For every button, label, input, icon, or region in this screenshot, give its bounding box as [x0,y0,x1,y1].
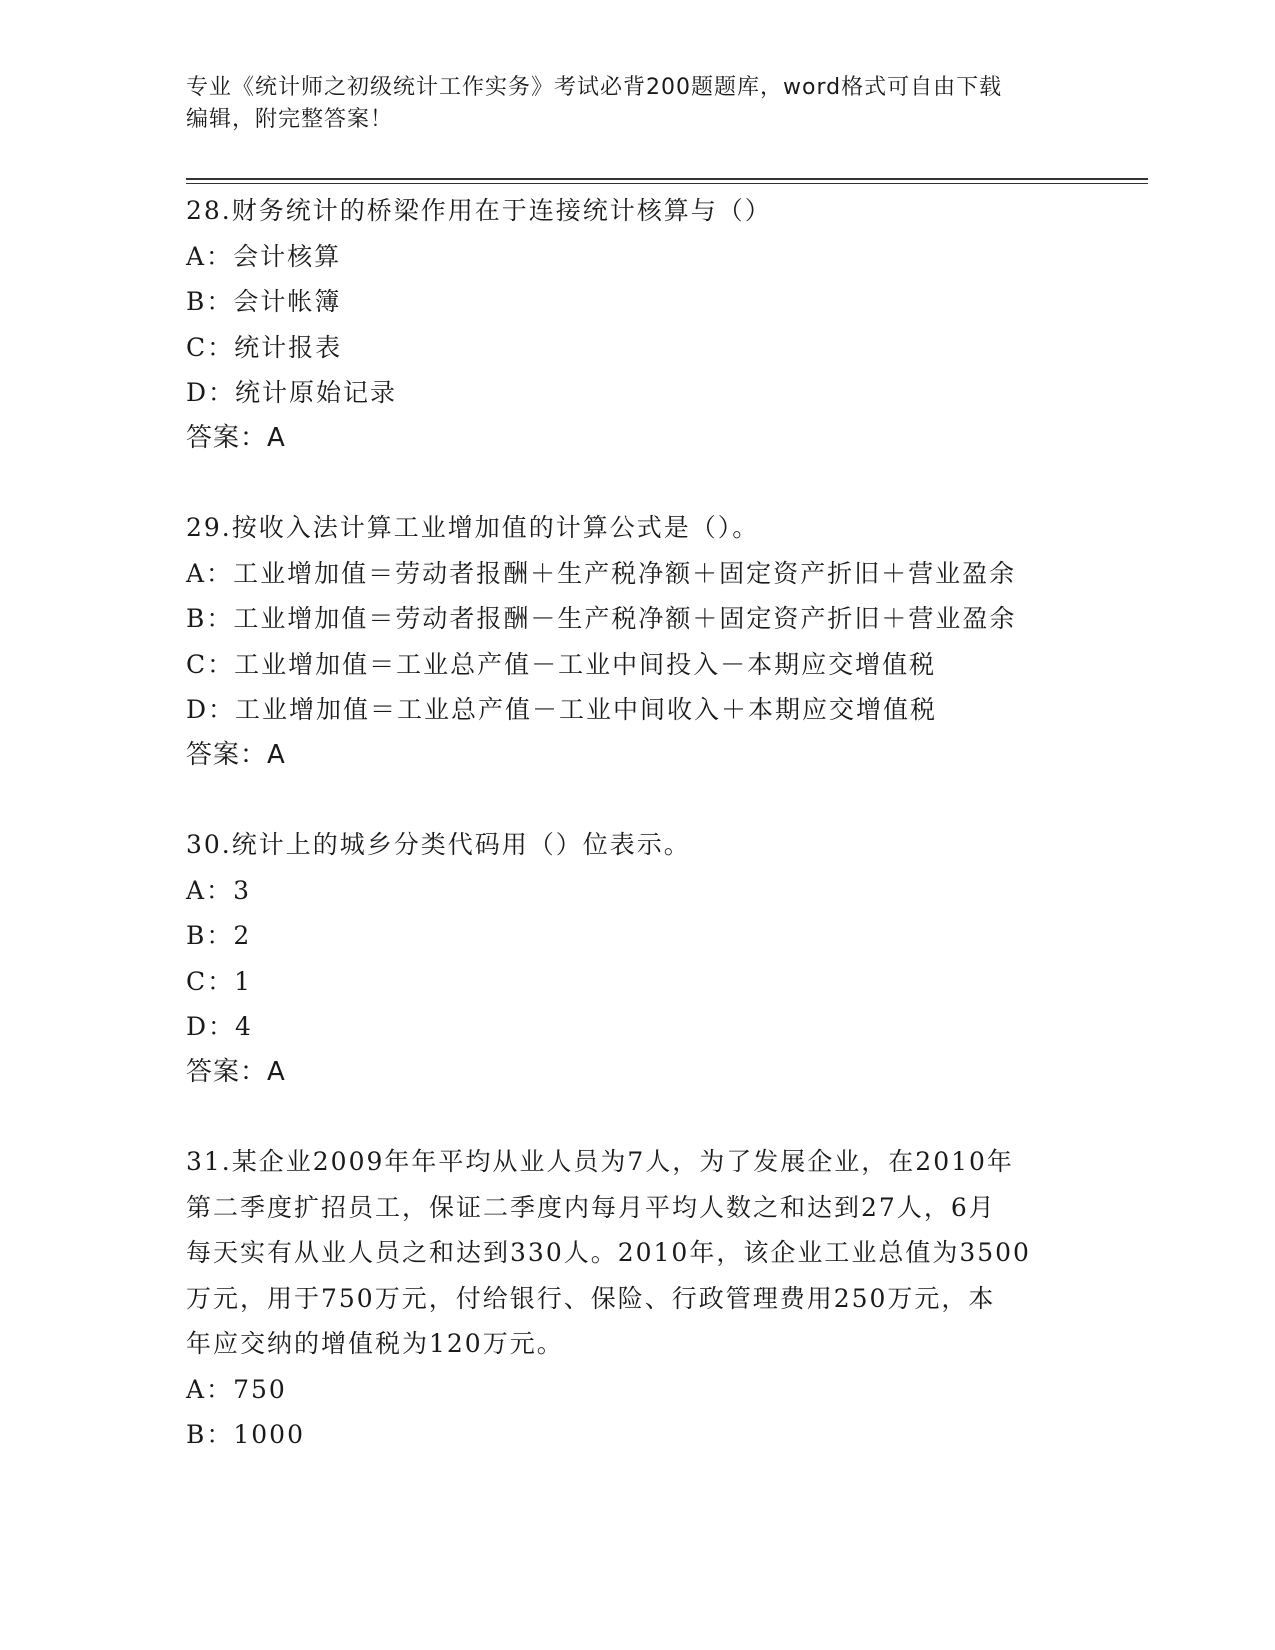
option-key: B： [186,921,234,950]
option-text: 750 [233,1374,287,1404]
option-d [186,1004,1086,1050]
option-text: 1000 [233,1420,305,1449]
option-a [186,234,1086,280]
option-text: 工业增加值＝劳动者报酬＋生产税净额＋固定资产折旧＋营业盈余 [233,558,1017,588]
option-text: 会计帐簿 [233,287,342,316]
option-text: 统计原始记录 [235,378,398,407]
option-a [186,868,1086,914]
question-stem: 30.统计上的城乡分类代码用（）位表示。 [186,830,691,859]
option-a [186,1367,1086,1413]
option-b [186,596,1086,642]
header-line-2: 编辑，附完整答案！ [186,107,394,132]
question-stem-line: 31.某企业2009年年平均从业人员为7人，为了发展企业，在2010年 [186,1147,1014,1176]
option-key: A： [186,241,234,271]
question-31 [186,1139,1086,1458]
option-text: 工业增加值＝工业总产值－工业中间收入＋本期应交增值税 [235,695,938,724]
option-key: A： [186,1374,234,1404]
question-list [186,188,1086,1502]
question-stem-line: 每天实有从业人员之和达到330人。2010年，该企业工业总值为3500 [186,1238,1031,1267]
option-text: 3 [233,875,251,905]
option-key: C： [186,332,235,362]
question-30 [186,822,1086,1095]
option-text: 统计报表 [234,332,343,362]
question-stem-line: 年应交纳的增值税为120万元。 [186,1329,564,1358]
option-text: 4 [235,1012,253,1041]
document-header [186,72,1066,136]
option-b [186,1412,1086,1458]
answer-line: 答案：A [186,1056,286,1087]
question-stem: 29.按收入法计算工业增加值的计算公式是（）。 [186,513,760,542]
option-key: D： [186,695,236,724]
option-key: B： [186,604,234,633]
option-c [186,959,1086,1005]
option-key: C： [186,966,235,996]
question-stem: 28.财务统计的桥梁作用在于连接统计核算与（） [186,196,772,225]
answer-line: 答案：A [186,739,286,770]
option-text: 工业增加值＝工业总产值－工业中间投入－本期应交增值税 [234,649,937,679]
question-29 [186,505,1086,778]
question-stem-line: 第二季度扩招员工，保证二季度内每月平均人数之和达到27人，6月 [186,1192,996,1222]
option-c [186,642,1086,688]
option-d [186,370,1086,416]
option-a [186,551,1086,597]
option-key: B： [186,1420,234,1449]
option-text: 会计核算 [233,241,342,271]
option-c [186,325,1086,371]
option-text: 工业增加值＝劳动者报酬－生产税净额＋固定资产折旧＋营业盈余 [233,604,1017,633]
option-b [186,279,1086,325]
option-b [186,913,1086,959]
header-divider-thick [186,178,1148,180]
option-key: D： [186,378,236,407]
option-key: C： [186,649,235,679]
option-key: B： [186,287,234,316]
option-key: D： [186,1012,236,1041]
option-key: A： [186,558,234,588]
question-stem-line: 万元，用于750万元，付给银行、保险、行政管理费用250万元，本 [186,1283,996,1313]
option-text: 1 [234,966,253,996]
option-d [186,687,1086,733]
header-line-1: 专业《统计师之初级统计工作实务》考试必背200题题库，word格式可自由下载 [186,75,1003,100]
answer-line: 答案：A [186,422,286,453]
option-key: A： [186,875,234,905]
question-28 [186,188,1086,461]
option-text: 2 [233,921,252,950]
header-divider-thin [186,183,1148,184]
